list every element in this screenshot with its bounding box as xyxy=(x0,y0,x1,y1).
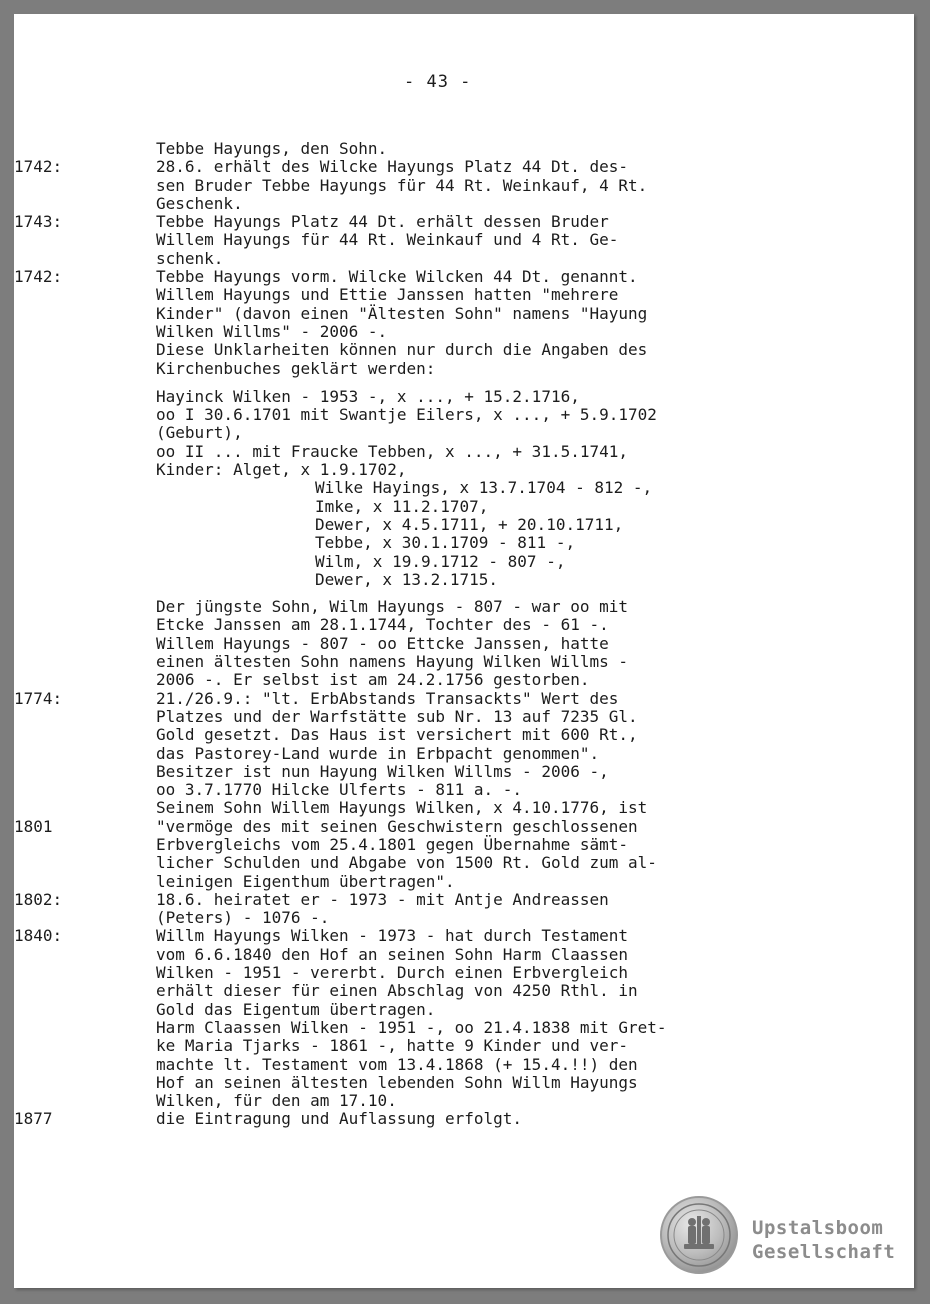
text-line xyxy=(156,836,856,854)
line-text: Besitzer ist nun Hayung Wilken Willms - 2006 -, xyxy=(156,761,609,781)
document-body xyxy=(14,139,856,1129)
line-text: Kirchenbuches geklärt werden: xyxy=(156,358,436,378)
line-text: Der jüngste Sohn, Wilm Hayungs - 807 - war oo mit xyxy=(156,597,629,617)
text-line xyxy=(14,157,856,177)
text-line xyxy=(156,635,856,653)
text-line xyxy=(156,461,856,479)
text-line xyxy=(156,195,856,213)
text-line xyxy=(14,926,856,946)
page-number: - 43 - xyxy=(404,72,472,92)
line-text: Wilken Willms" - 2006 -. xyxy=(156,321,388,341)
year-marker: 1742: xyxy=(14,267,63,287)
line-text: machte lt. Testament vom 13.4.1868 (+ 15.4.!!) den xyxy=(156,1054,638,1074)
line-text: 28.6. erhält des Wilcke Hayungs Platz 44 Dt. des- xyxy=(156,157,629,177)
line-text: Seinem Sohn Willem Hayungs Wilken, x 4.10.1776, ist xyxy=(156,798,648,818)
line-text: Erbvergleichs vom 25.4.1801 gegen Übernahme sämt- xyxy=(156,834,629,854)
text-line xyxy=(156,341,856,359)
line-text: Diese Unklarheiten können nur durch die Angaben des xyxy=(156,340,648,360)
line-text: 2006 -. Er selbst ist am 24.2.1756 gestorben. xyxy=(156,670,590,690)
text-line xyxy=(156,653,856,671)
text-line xyxy=(156,781,856,799)
text-line xyxy=(156,671,856,689)
text-line xyxy=(156,854,856,872)
year-marker: 1877 xyxy=(14,1109,53,1129)
line-text: 18.6. heiratet er - 1973 - mit Antje Andreassen xyxy=(156,889,609,909)
text-line xyxy=(156,443,856,461)
text-line xyxy=(156,140,856,158)
text-line xyxy=(156,1001,856,1019)
line-text: Harm Claassen Wilken - 1951 -, oo 21.4.1838 mit Gret- xyxy=(156,1017,667,1037)
text-line xyxy=(156,873,856,891)
text-line xyxy=(14,212,856,232)
line-text: 21./26.9.: "lt. ErbAbstands Transackts" Wert des xyxy=(156,688,619,708)
text-line xyxy=(156,708,856,726)
text-line xyxy=(156,388,856,406)
line-text: Wilken - 1951 - vererbt. Durch einen Erbvergleich xyxy=(156,963,629,983)
line-text: Kinder: Alget, x 1.9.1702, xyxy=(156,460,407,480)
text-block-later-history xyxy=(14,597,856,1129)
text-line xyxy=(156,571,856,589)
year-marker: 1802: xyxy=(14,889,63,909)
text-line xyxy=(156,516,856,534)
line-text: Hayinck Wilken - 1953 -, x ..., + 15.2.1716, xyxy=(156,386,580,406)
line-text: Gold gesetzt. Das Haus ist versichert mit 600 Rt., xyxy=(156,725,638,745)
text-block-history xyxy=(14,139,856,378)
line-text: Etcke Janssen am 28.1.1744, Tochter des - 61 -. xyxy=(156,615,609,635)
line-text: vom 6.6.1840 den Hof an seinen Sohn Harm Claassen xyxy=(156,944,629,964)
line-text: Tebbe Hayungs Platz 44 Dt. erhält dessen Bruder xyxy=(156,212,609,232)
line-text: oo 3.7.1770 Hilcke Ulferts - 811 a. -. xyxy=(156,780,523,800)
line-text: erhält dieser für einen Abschlag von 4250 Rthl. in xyxy=(156,981,638,1001)
line-text: schenk. xyxy=(156,248,224,268)
line-text: leinigen Eigenthum übertragen". xyxy=(156,871,455,891)
line-text: Willem Hayungs und Ettie Janssen hatten "mehrere xyxy=(156,285,619,305)
line-text: ke Maria Tjarks - 1861 -, hatte 9 Kinder und ver- xyxy=(156,1036,629,1056)
line-text: Willem Hayungs - 807 - oo Ettcke Janssen, hatte xyxy=(156,633,609,653)
logo-line-1: Upstalsboom xyxy=(752,1217,884,1239)
text-line xyxy=(156,177,856,195)
line-text: Wilke Hayings, x 13.7.1704 - 812 -, xyxy=(315,478,653,498)
text-line xyxy=(156,1019,856,1037)
text-line xyxy=(156,1074,856,1092)
text-line xyxy=(156,406,856,424)
text-line xyxy=(156,909,856,927)
line-text: Tebbe Hayungs vorm. Wilcke Wilcken 44 Dt. genannt. xyxy=(156,267,638,287)
line-text: Dewer, x 13.2.1715. xyxy=(315,569,499,589)
text-line xyxy=(156,498,856,516)
line-text: Imke, x 11.2.1707, xyxy=(315,496,489,516)
text-line xyxy=(156,286,856,304)
text-line xyxy=(156,424,856,442)
line-text: Dewer, x 4.5.1711, + 20.10.1711, xyxy=(315,514,624,534)
line-text: "vermöge des mit seinen Geschwistern geschlossenen xyxy=(156,816,638,836)
text-line xyxy=(156,745,856,763)
year-marker: 1743: xyxy=(14,212,63,232)
text-line xyxy=(156,964,856,982)
line-text: sen Bruder Tebbe Hayungs für 44 Rt. Weinkauf, 4 Rt. xyxy=(156,175,648,195)
line-text: oo I 30.6.1701 mit Swantje Eilers, x ..., + 5.9.1702 xyxy=(156,405,657,425)
text-line xyxy=(14,889,856,909)
line-text: (Peters) - 1076 -. xyxy=(156,908,330,928)
text-line xyxy=(156,763,856,781)
society-logo-text xyxy=(752,1216,895,1264)
text-line xyxy=(156,231,856,249)
year-marker: 1742: xyxy=(14,157,63,177)
line-text: das Pastorey-Land wurde in Erbpacht genommen". xyxy=(156,743,600,763)
line-text: oo II ... mit Fraucke Tebben, x ..., + 31.5.1741, xyxy=(156,441,629,461)
line-text: Wilken, für den am 17.10. xyxy=(156,1091,397,1111)
line-text: Kinder" (davon einen "Ältesten Sohn" namens "Hayung xyxy=(156,303,648,323)
line-text: Wilm, x 19.9.1712 - 807 -, xyxy=(315,551,566,571)
year-marker: 1840: xyxy=(14,926,63,946)
text-line xyxy=(156,479,856,497)
text-line xyxy=(156,360,856,378)
line-text: Hof an seinen ältesten lebenden Sohn Willm Hayungs xyxy=(156,1072,638,1092)
text-line xyxy=(156,305,856,323)
text-line xyxy=(14,688,856,708)
line-text: Geschenk. xyxy=(156,193,243,213)
text-line xyxy=(156,726,856,744)
text-line xyxy=(156,982,856,1000)
line-text: Tebbe Hayungs, den Sohn. xyxy=(156,139,388,158)
line-text: die Eintragung und Auflassung erfolgt. xyxy=(156,1109,523,1129)
document-page xyxy=(14,14,914,1288)
text-line xyxy=(156,323,856,341)
year-marker: 1774: xyxy=(14,688,63,708)
text-line xyxy=(14,1109,856,1129)
text-line xyxy=(14,816,856,836)
logo-line-2: Gesellschaft xyxy=(752,1241,896,1263)
line-text: licher Schulden und Abgabe von 1500 Rt. Gold zum al- xyxy=(156,853,657,873)
line-text: Tebbe, x 30.1.1709 - 811 -, xyxy=(315,533,576,553)
text-line xyxy=(156,553,856,571)
text-line xyxy=(156,799,856,817)
line-text: einen ältesten Sohn namens Hayung Wilken Willms - xyxy=(156,652,629,672)
text-line xyxy=(156,616,856,634)
text-line xyxy=(156,598,856,616)
text-line xyxy=(156,1092,856,1110)
upstalsboom-seal-icon xyxy=(660,1196,738,1274)
line-text: Willem Hayungs für 44 Rt. Weinkauf und 4 Rt. Ge- xyxy=(156,230,619,250)
text-block-genealogy xyxy=(156,388,856,589)
line-text: Platzes und der Warfstätte sub Nr. 13 auf 7235 Gl. xyxy=(156,706,638,726)
text-line xyxy=(156,946,856,964)
text-line xyxy=(156,534,856,552)
text-line xyxy=(14,267,856,287)
line-text: Gold das Eigentum übertragen. xyxy=(156,999,436,1019)
text-line xyxy=(156,1037,856,1055)
line-text: (Geburt), xyxy=(156,423,243,443)
text-line xyxy=(156,1056,856,1074)
text-line xyxy=(156,250,856,268)
year-marker: 1801 xyxy=(14,816,53,836)
line-text: Willm Hayungs Wilken - 1973 - hat durch Testament xyxy=(156,926,629,946)
